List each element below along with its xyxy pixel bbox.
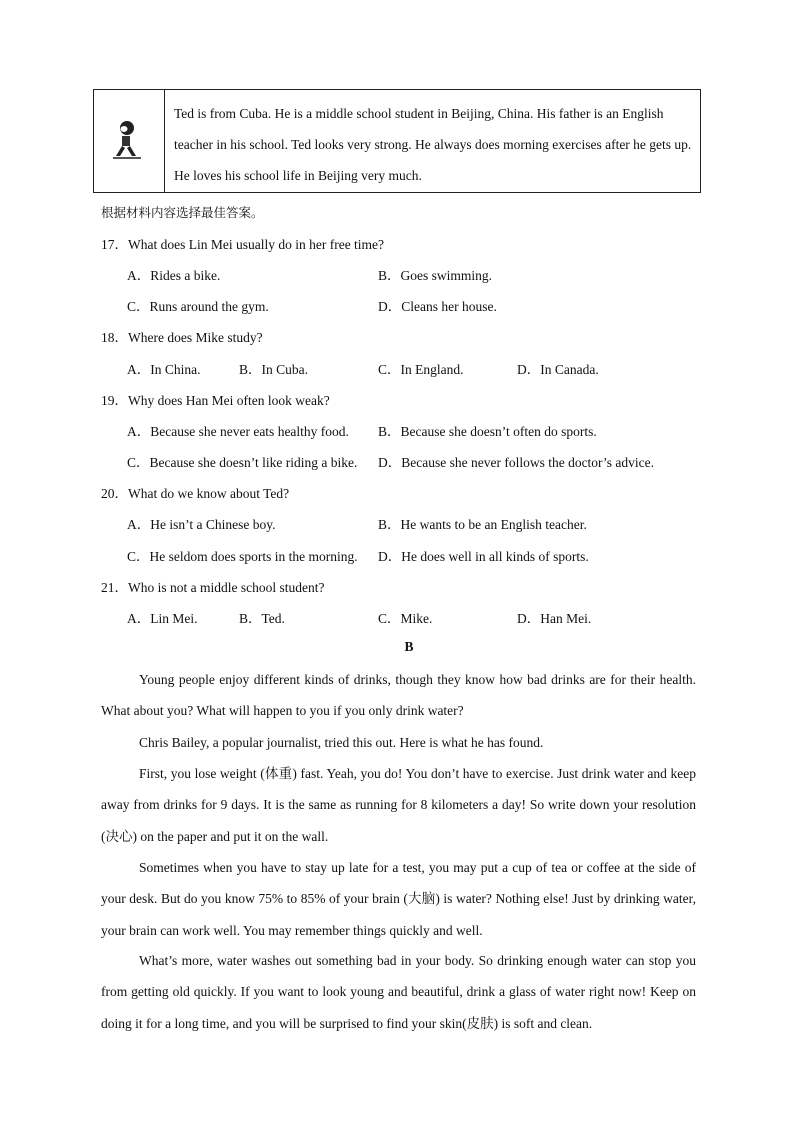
q20-option-b: B．He wants to be an English teacher. [378,517,587,532]
q21-option-d: D．Han Mei. [517,611,592,626]
intro-box [93,89,701,193]
question-17: 17．What does Lin Mei usually do in her free time? [101,237,385,252]
q21-option-b: B．Ted. [239,611,285,626]
q19-option-d: D．Because she never follows the doctor’s advice. [378,455,655,470]
q21-option-a: A．Lin Mei. [127,611,198,626]
passage-paragraph-3: First, you lose weight (体重) fast. Yeah, you do! You don’t have to exercise. Just drink water and keep away from drinks for 9 days. It is the same as running for 8 kilometers a day! So write down your resolution (决心) on the paper and put it on the wall. [101,766,696,844]
question-18: 18．Where does Mike study? [101,330,263,345]
instruction: 根据材料内容选择最佳答案。 [101,205,264,220]
passage-paragraph-4: Sometimes when you have to stay up late for a test, you may put a cup of tea or coffee at the side of your desk. But do you know 75% to 85% of your brain (大脑) is water? Nothing else! Just by drinking water, your brain can work well. You may remember things quickly and well. [101,860,696,938]
section-b-heading: B [404,639,414,654]
q19-option-c: C．Because she doesn’t like riding a bike. [127,455,358,470]
q21-option-c: C．Mike. [378,611,433,626]
question-20: 20．What do we know about Ted? [101,486,290,501]
q17-option-a: A．Rides a bike. [127,268,221,283]
passage-paragraph-1: Young people enjoy different kinds of drinks, though they know how bad drinks are for their health. What about you? What will happen to you if you only drink water? [101,672,696,719]
q19-option-b: B．Because she doesn’t often do sports. [378,424,597,439]
question-21: 21．Who is not a middle school student? [101,580,325,595]
q17-option-b: B．Goes swimming. [378,268,493,283]
q17-option-c: C．Runs around the gym. [127,299,269,314]
intro-text: Ted is from Cuba. He is a middle school student in Beijing, China. His father is an English teacher in his school. Ted looks very strong. He always does morning exercises after he gets up. He loves his school life in Beijing very much. [174,106,692,183]
q18-option-d: D．In Canada. [517,362,599,377]
q17-option-d: D．Cleans her house. [378,299,497,314]
q18-option-b: B．In Cuba. [239,362,308,377]
q20-option-a: A．He isn’t a Chinese boy. [127,517,276,532]
intro-picture [94,90,165,192]
passage-paragraph-5: What’s more, water washes out something bad in your body. So drinking enough water can stop you from getting old quickly. If you want to look young and beautiful, drink a glass of water right now! Keep on doing it for a long time, and you will be surprised to find your skin(皮肤) is soft and clean. [101,953,696,1031]
q19-option-a: A．Because she never eats healthy food. [127,424,349,439]
question-19: 19．Why does Han Mei often look weak? [101,393,330,408]
q18-option-c: C．In England. [378,362,464,377]
q20-option-c: C．He seldom does sports in the morning. [127,549,358,564]
q18-option-a: A．In China. [127,362,201,377]
q20-option-d: D．He does well in all kinds of sports. [378,549,589,564]
passage-paragraph-2: Chris Bailey, a popular journalist, tried this out. Here is what he has found. [139,735,544,750]
reading-person-icon [113,118,143,162]
